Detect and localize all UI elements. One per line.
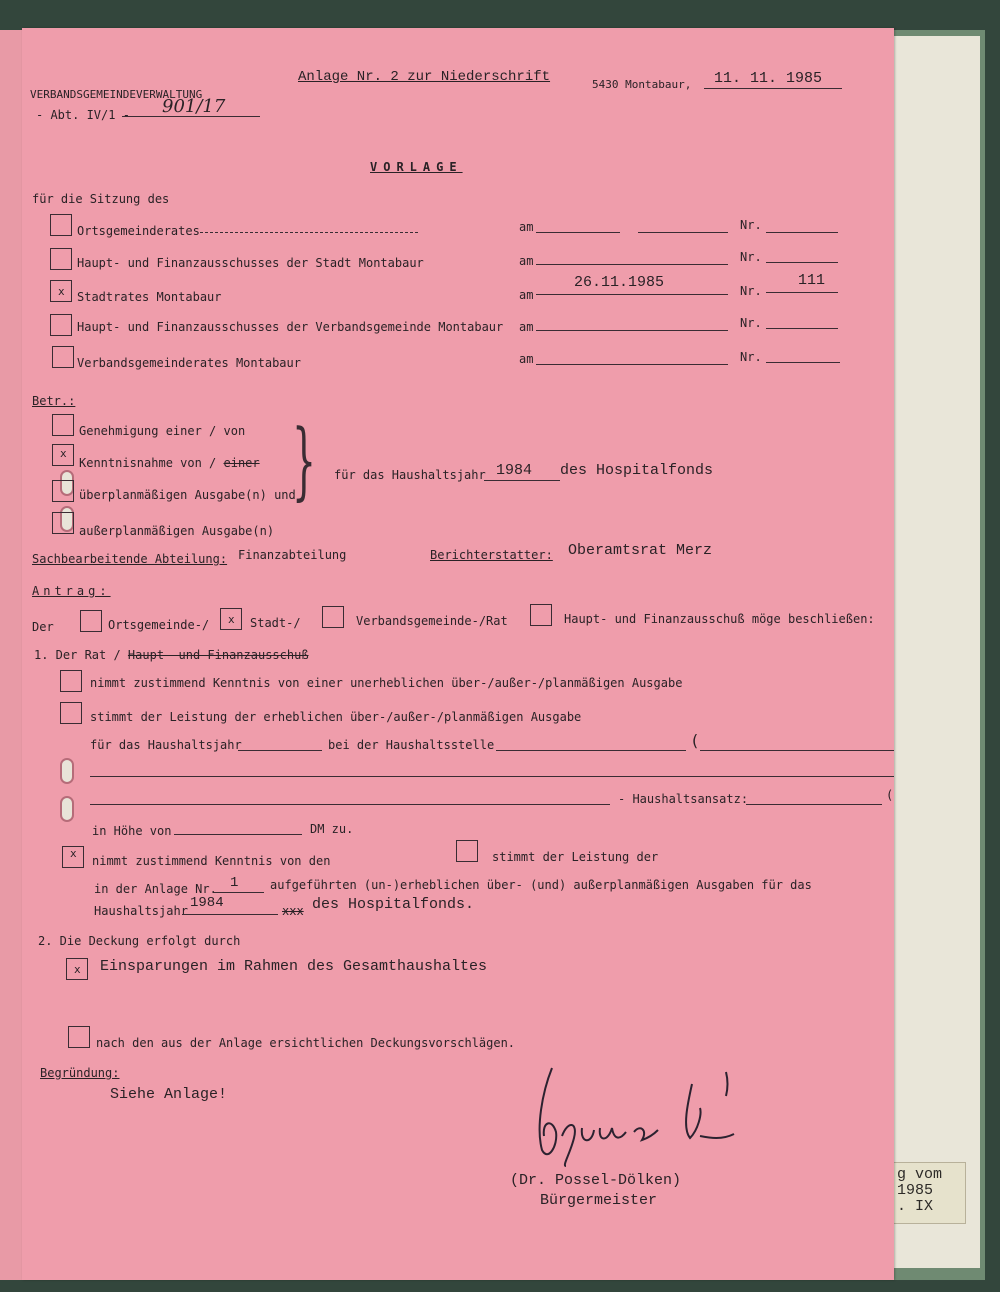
checkbox-unerheblich[interactable] [60, 670, 82, 692]
nr-label: Nr. [740, 316, 762, 330]
underlying-page [885, 36, 980, 1268]
place: 5430 Montabaur, [592, 78, 692, 91]
number-field[interactable] [766, 328, 838, 329]
dm-zu: DM zu. [310, 822, 354, 836]
am-label: am [519, 220, 534, 234]
checkbox-hfa[interactable] [530, 604, 552, 626]
reference-number: 901/17 [162, 96, 226, 117]
checkbox-leistung[interactable] [456, 840, 478, 862]
haushaltsansatz-field[interactable] [746, 804, 882, 805]
betr-option: Genehmigung einer / von [79, 424, 246, 438]
check-mark: x [74, 963, 81, 976]
p1-option-4: stimmt der Leistung der [492, 850, 659, 864]
body-label: Stadtrates Montabaur [77, 290, 222, 304]
betr-option [79, 456, 260, 470]
nr-label: Nr. [740, 218, 762, 232]
body-label: Ortsgemeinderates [77, 224, 200, 238]
number-field[interactable] [766, 292, 838, 293]
checkbox-hfa-vg[interactable] [50, 314, 72, 336]
hj-suffix: des Hospitalfonds. [312, 896, 475, 913]
handwritten-signature [522, 1058, 782, 1168]
document-title: Anlage Nr. 2 zur Niederschrift [298, 69, 551, 85]
number-field[interactable] [766, 262, 838, 263]
antrag-label: Antrag: [32, 584, 111, 598]
check-mark: x [70, 847, 77, 860]
point-1 [34, 648, 309, 662]
p1-option-3: nimmt zustimmend Kenntnis von den [92, 854, 331, 868]
haushaltsstelle-desc-field[interactable] [700, 750, 894, 751]
reporter-label: Berichterstatter: [430, 548, 553, 562]
antrag-option: Stadt-/ [250, 616, 301, 630]
sachbearbeitung-value: Finanzabteilung [238, 548, 347, 562]
body-label: Verbandsgemeinderates Montabaur [77, 356, 301, 370]
punch-hole [60, 758, 74, 784]
date-field[interactable] [536, 232, 620, 233]
checkbox-ortsgemeinderat[interactable] [50, 214, 72, 236]
tab-line-1: g vom [897, 1166, 943, 1183]
checkbox-vg-rat[interactable] [52, 346, 74, 368]
deckung-option-2: nach den aus der Anlage ersichtlichen Deckungsvorschlägen. [96, 1036, 516, 1050]
betr-option-text: Kenntnisnahme von / [79, 456, 224, 470]
stadtrat-number: 111 [798, 272, 826, 289]
punch-hole [60, 796, 74, 822]
org-name: VERBANDSGEMEINDEVERWALTUNG [30, 88, 203, 101]
checkbox-deckungsvorschlaege[interactable] [68, 1026, 90, 1048]
p1-option-1: nimmt zustimmend Kenntnis von einer unerheblichen über-/außer-/planmäßigen Ausgabe [90, 676, 683, 690]
fuer-haushaltsjahr: für das Haushaltsjahr [90, 738, 242, 752]
deckung-option-1: Einsparungen im Rahmen des Gesamthaushaltes [100, 958, 488, 975]
point1-text: 1. Der Rat / [34, 648, 128, 662]
haushalt-year: 1984 [496, 462, 533, 479]
betr-option: überplanmäßigen Ausgabe(n) und [79, 488, 296, 502]
hj-label: Haushaltsjahr [94, 904, 188, 918]
haushalt-prefix: für das Haushaltsjahr [334, 468, 486, 482]
date-field[interactable] [638, 232, 728, 233]
checkbox-hfa-stadt[interactable] [50, 248, 72, 270]
curly-brace: } [292, 411, 317, 509]
tab-line-3: . IX [897, 1198, 934, 1215]
hj-struck: xxx [282, 904, 304, 918]
department: - Abt. IV/1 - [36, 108, 130, 122]
checkbox-ortsgemeinde[interactable] [80, 610, 102, 632]
date-line [704, 88, 842, 89]
p1-option-2: stimmt der Leistung der erheblichen über-/außer-/planmäßigen Ausgabe [90, 710, 582, 724]
check-mark: x [60, 447, 67, 460]
signatory-title: Bürgermeister [540, 1192, 658, 1209]
anlage-text-b: aufgeführten (un-)erheblichen über- (und) außerplanmäßigen Ausgaben für das [270, 878, 812, 892]
reporter-value: Oberamtsrat Merz [568, 542, 713, 559]
checkbox-verbandsgemeinde[interactable] [322, 606, 344, 628]
ref-line [122, 116, 260, 117]
checkbox-ausserplanmaessig[interactable] [52, 512, 74, 534]
description-field-2[interactable] [90, 804, 610, 805]
begruendung-value: Siehe Anlage! [110, 1086, 228, 1103]
header-date: 11. 11. 1985 [714, 70, 823, 87]
checkbox-genehmigung[interactable] [52, 414, 74, 436]
number-field[interactable] [766, 362, 840, 363]
anlage-number: 1 [230, 875, 239, 891]
date-field[interactable] [536, 294, 728, 295]
nr-label: Nr. [740, 350, 762, 364]
haushaltsansatz-label: - Haushaltsansatz: [618, 792, 749, 806]
signatory-name: (Dr. Possel-Dölken) [510, 1172, 682, 1189]
stadtrat-date: 26.11.1985 [574, 274, 665, 291]
date-field[interactable] [536, 330, 728, 331]
check-mark: x [228, 613, 235, 626]
form-sheet [22, 28, 894, 1280]
betr-label: Betr.: [32, 394, 76, 408]
date-field[interactable] [536, 264, 728, 265]
number-field[interactable] [766, 232, 838, 233]
anlage-text-a: in der Anlage Nr. [94, 882, 217, 896]
bei-haushaltsstelle: bei der Haushaltsstelle [328, 738, 495, 752]
checkbox-erheblich[interactable] [60, 702, 82, 724]
betr-option: außerplanmäßigen Ausgabe(n) [79, 524, 275, 538]
am-label: am [519, 288, 534, 302]
antrag-der: Der [32, 620, 54, 634]
anlage-nr-line [214, 892, 264, 893]
begruendung-label: Begründung: [40, 1066, 120, 1080]
haushaltsstelle-field[interactable] [496, 750, 686, 751]
year-line [484, 480, 560, 481]
haushalt-suffix: des Hospitalfonds [560, 462, 714, 479]
betrag-field[interactable] [174, 834, 302, 835]
date-field[interactable] [536, 364, 728, 365]
am-label: am [519, 254, 534, 268]
body-label: Haupt- und Finanzausschusses der Verbandsgemeinde Montabaur [77, 320, 504, 334]
check-mark: x [58, 285, 65, 298]
point-2: 2. Die Deckung erfolgt durch [38, 934, 241, 948]
sachbearbeitung-label: Sachbearbeitende Abteilung: [32, 552, 228, 566]
haushaltsjahr-field[interactable] [238, 750, 322, 751]
am-label: am [519, 320, 534, 334]
session-intro: für die Sitzung des [32, 192, 170, 206]
nr-label: Nr. [740, 284, 762, 298]
in-hoehe-von: in Höhe von [92, 824, 172, 838]
vorlage-heading: VORLAGE [370, 160, 463, 174]
ortsgemeinde-line [200, 232, 418, 233]
hj-value: 1984 [190, 895, 224, 911]
point1-struck: Haupt- und Finanzausschuß [127, 648, 309, 662]
previous-sheet-edge [0, 30, 24, 1280]
antrag-option: Verbandsgemeinde-/Rat [356, 614, 508, 628]
description-field[interactable] [90, 776, 894, 777]
antrag-option: Haupt- und Finanzausschuß möge beschließen: [564, 612, 875, 626]
struck-word: einer [223, 456, 260, 470]
checkbox-ueberplanmaessig[interactable] [52, 480, 74, 502]
hj-line [182, 914, 278, 915]
bracket-end: ( [886, 788, 894, 802]
antrag-option: Ortsgemeinde-/ [108, 618, 210, 632]
tab-line-2: 1985 [897, 1182, 934, 1199]
nr-label: Nr. [740, 250, 762, 264]
am-label: am [519, 352, 534, 366]
body-label: Haupt- und Finanzausschusses der Stadt Montabaur [77, 256, 424, 270]
open-paren: ( [690, 731, 700, 750]
